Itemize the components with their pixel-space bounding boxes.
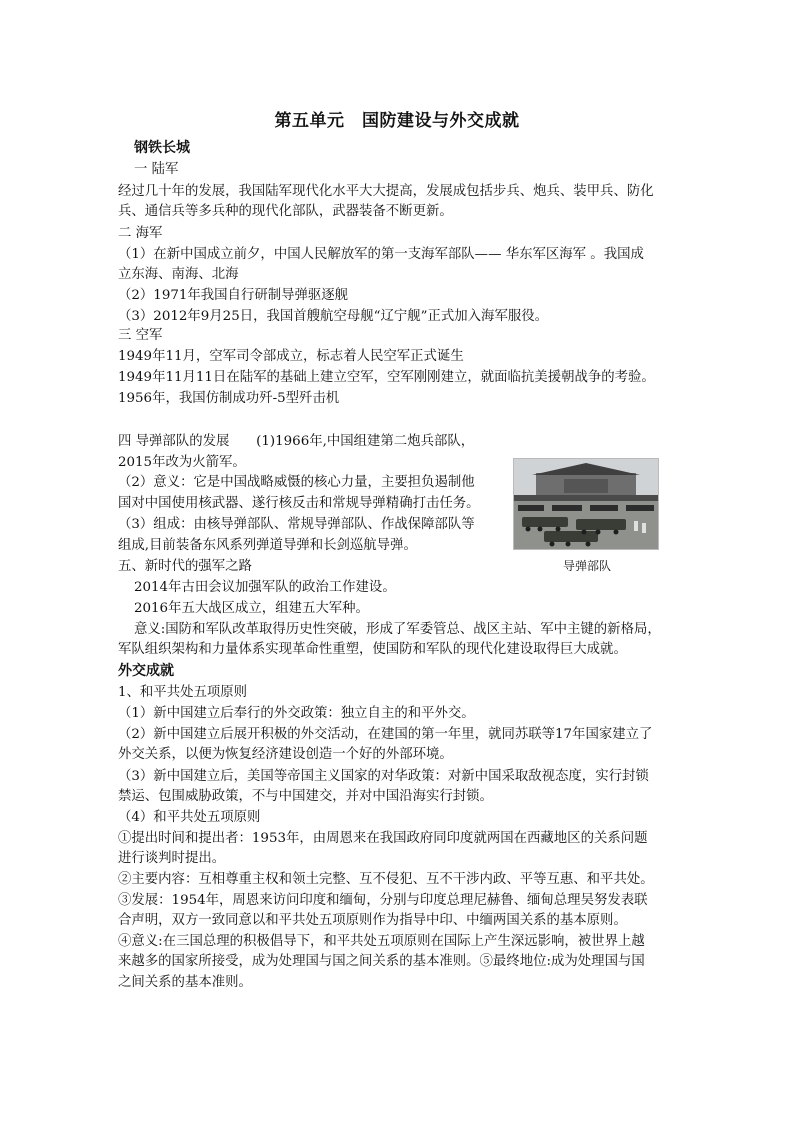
- new-era-meaning-line1: 意义:国防和军队改革取得历史性突破，形成了军委管总、战区主站、军中主键的新格局，: [134, 622, 661, 637]
- diplomacy-item4: （4）和平共处五项原则: [118, 810, 261, 825]
- missile-parade-photo: [513, 458, 659, 550]
- navy-item1-line1: （1）在新中国成立前夕，中国人民解放军的第一支海军部队—— 华东军区海军 。我国成: [118, 247, 644, 262]
- missile-line4: 国对中国使用核武器、遂行核反击和常规导弹精确打击任务。: [118, 496, 480, 511]
- principles-point2: ②主要内容：互相尊重主权和领土完整、互不侵犯、互不干涉内政、平等互惠、和平共处。: [118, 872, 654, 887]
- air-heading: 三 空军: [118, 328, 163, 343]
- principles-point3-line1: ③发展：1954年，周恩来访问印度和缅甸，分别与印度总理尼赫鲁、缅甸总理吴努发表联: [118, 893, 648, 908]
- air-item3: 1956年，我国仿制成功歼-5型歼击机: [118, 391, 340, 406]
- navy-heading: 二 海军: [118, 226, 163, 241]
- diplomacy-item2-line2: 外交关系，以便为恢复经济建设创造一个好的外部环境。: [118, 747, 453, 762]
- army-text-line2: 兵、通信兵等多兵种的现代化部队，武器装备不断更新。: [118, 204, 453, 219]
- missile-heading: 四 导弹部队的发展 (1)1966年,中国组建第二炮兵部队，: [118, 434, 475, 449]
- navy-item2: （2）1971年我国自行研制导弹驱逐舰: [118, 288, 349, 303]
- new-era-item2: 2016年五大战区成立，组建五大军种。: [134, 601, 369, 616]
- principles-point1-line1: ①提出时间和提出者：1953年，由周恩来在我国政府同印度就两国在西藏地区的关系问题: [118, 831, 648, 846]
- navy-item3: （3）2012年9月25日，我国首艘航空母舰“辽宁舰”正式加入海军服役。: [118, 309, 549, 324]
- missile-line2: 2015年改为火箭军。: [118, 455, 246, 470]
- army-text-line1: 经过几十年的发展，我国陆军现代化水平大大提高，发展成包括步兵、炮兵、装甲兵、防化: [118, 184, 654, 199]
- section-heading-diplomacy: 外交成就: [118, 663, 174, 679]
- diplomacy-heading: 1、和平共处五项原则: [118, 685, 248, 700]
- missile-line3: （2）意义：它是中国战略威慑的核心力量，主要担负遏制他: [118, 475, 475, 490]
- missile-line6: 组成,目前装备东风系列弹道导弹和长剑巡航导弹。: [118, 538, 417, 553]
- missile-line5: （3）组成：由核导弹部队、常规导弹部队、作战保障部队等: [118, 517, 475, 532]
- army-heading: 一 陆军: [134, 162, 179, 177]
- section-heading-defense: 钢铁长城: [134, 140, 190, 156]
- page-title: 第五单元 国防建设与外交成就: [274, 111, 520, 131]
- navy-item1-line2: 立东海、南海、北海: [118, 267, 239, 282]
- new-era-meaning-line2: 军队组织架构和力量体系实现革命性重塑，使国防和军队的现代化建设取得巨大成就。: [118, 642, 627, 657]
- parade-image: [514, 459, 658, 549]
- principles-point1-line2: 进行谈判时提出。: [118, 851, 226, 866]
- air-item1: 1949年11月，空军司令部成立，标志着人民空军正式诞生: [118, 349, 464, 364]
- photo-caption: 导弹部队: [563, 559, 612, 573]
- principles-point4-line1: ④意义:在三国总理的积极倡导下，和平共处五项原则在国际上产生深远影响，被世界上越: [118, 934, 645, 949]
- new-era-heading: 五、新时代的强军之路: [118, 559, 252, 574]
- diplomacy-item3-line2: 禁运、包围威胁政策，不与中国建交，并对中国沿海实行封锁。: [118, 789, 493, 804]
- new-era-item1: 2014年古田会议加强军队的政治工作建设。: [134, 580, 396, 595]
- principles-point4-line2: 来越多的国家所接受，成为处理国与国之间关系的基本准则。⑤最终地位:成为处理国与国: [118, 954, 645, 969]
- principles-point3-line2: 合声明，双方一致同意以和平共处五项原则作为指导中印、中缅两国关系的基本原则。: [118, 913, 627, 928]
- principles-point4-line3: 之间关系的基本准则。: [118, 975, 252, 990]
- diplomacy-item3-line1: （3）新中国建立后，美国等帝国主义国家的对华政策：对新中国采取敌视态度，实行封锁: [118, 769, 649, 784]
- air-item2: 1949年11月11日在陆军的基础上建立空军，空军刚刚建立，就面临抗美援朝战争的考验。: [118, 370, 655, 385]
- diplomacy-item1: （1）新中国建立后奉行的外交政策：独立自主的和平外交。: [118, 706, 475, 721]
- diplomacy-item2-line1: （2）新中国建立后展开积极的外交活动，在建国的第一年里，就同苏联等17年国家建立了: [118, 727, 653, 742]
